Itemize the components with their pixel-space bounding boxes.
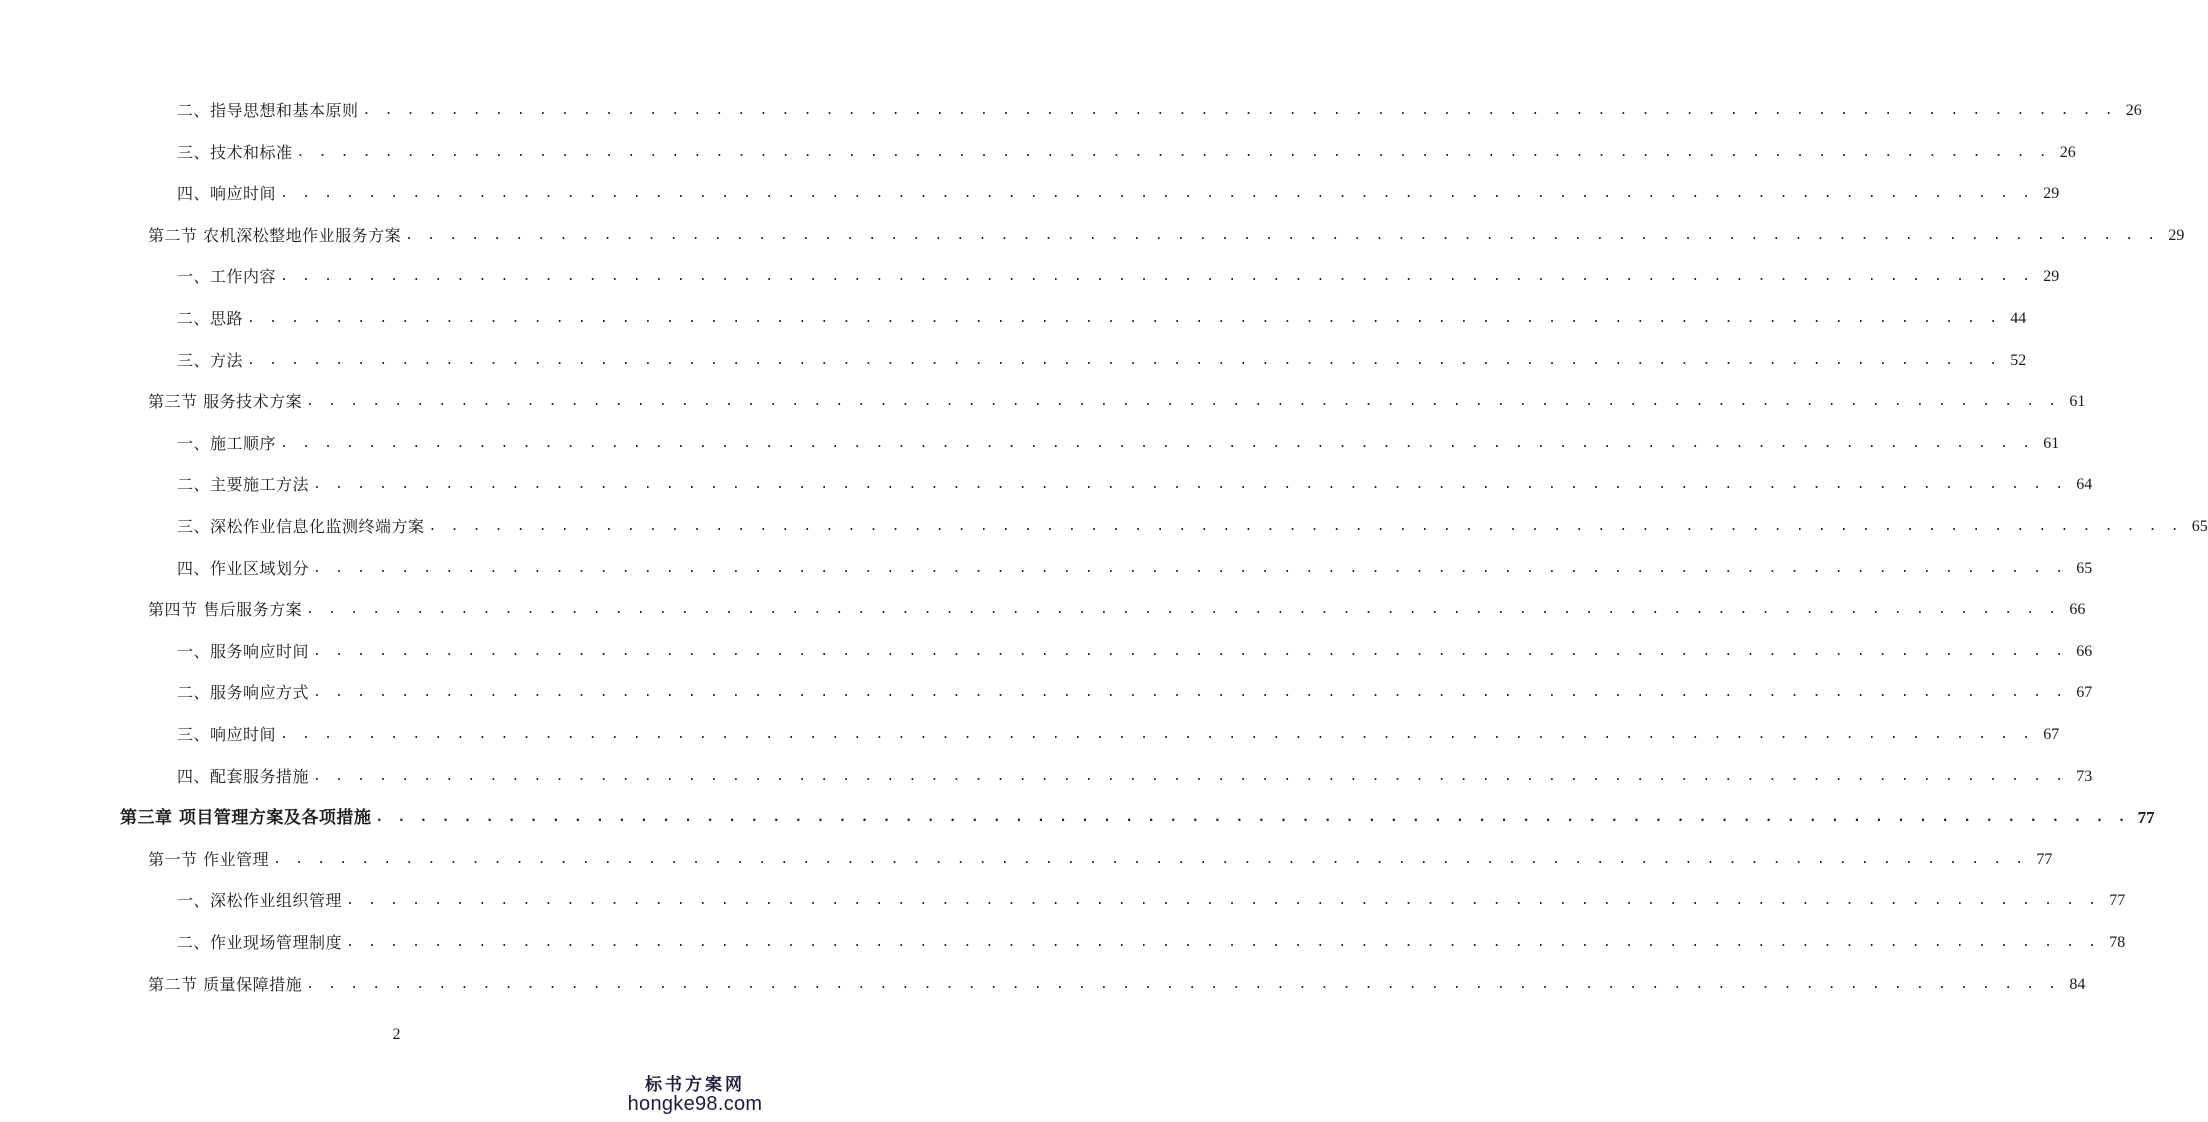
toc-entry-title: 二、思路 — [177, 309, 244, 328]
toc-entry-page: 78 — [2109, 934, 2126, 951]
toc-dot-leader: . . . . . . . . . . . . . . . . . . . . . . . . . . . . . . . . . . . . . . . . . . . . . . . . . . . . . . . . . . . . . . . . . . . . . . . . . . . . . . . . — [306, 602, 2060, 618]
toc-dot-leader: . . . . . . . . . . . . . . . . . . . . . . . . . . . . . . . . . . . . . . . . . . . . . . . . . . . . . . . . . . . . . . . . . . . . . . . . . . . . . . . . — [280, 186, 2034, 202]
toc-entry-page: 73 — [2076, 767, 2093, 785]
toc-dot-leader: . . . . . . . . . . . . . . . . . . . . . . . . . . . . . . . . . . . . . . . . . . . . . . . . . . . . . . . . . . . . . . . . . . . . . . . . . . . . . . . . — [247, 311, 2001, 326]
toc-entry-page: 77 — [2109, 892, 2126, 910]
toc-entry-item[interactable] — [177, 346, 2027, 376]
watermark-name: 标书方案网 — [645, 1075, 745, 1095]
toc-entry-item[interactable] — [177, 96, 2142, 126]
toc-entry-section[interactable] — [148, 595, 2086, 625]
toc-entry-page: 66 — [2069, 601, 2086, 619]
toc-entry-page: 77 — [2137, 808, 2155, 828]
watermark-url: hongke98.com — [627, 1093, 763, 1115]
toc-dot-leader: . . . . . . . . . . . . . . . . . . . . . . . . . . . . . . . . . . . . . . . . . . . . . . . . . . . . . . . . . . . . . . . . . . . . . . . . . . . . . . . . — [296, 144, 2050, 160]
toc-entry-title: 二、主要施工方法 — [177, 475, 310, 495]
toc-entry-title: 第二节 质量保障措施 — [148, 974, 303, 994]
toc-entry-title: 一、工作内容 — [177, 267, 277, 287]
toc-entry-title: 第三章 项目管理方案及各项措施 — [120, 808, 372, 829]
toc-entry-page: 29 — [2168, 226, 2185, 244]
toc-entry-page: 52 — [2010, 351, 2027, 369]
site-watermark — [615, 1070, 775, 1116]
toc-dot-leader: . . . . . . . . . . . . . . . . . . . . . . . . . . . . . . . . . . . . . . . . . . . . . . . . . . . . . . . . . . . . . . . . . . . . . . . . . . . . . . . . — [346, 893, 2100, 909]
toc-entry-item[interactable] — [177, 429, 2060, 459]
toc-entry-chapter[interactable] — [120, 803, 2155, 833]
toc-dot-leader: . . . . . . . . . . . . . . . . . . . . . . . . . . . . . . . . . . . . . . . . . . . . . . . . . . . . . . . . . . . . . . . . . . . . . . . . . . . . . . . . — [362, 103, 2116, 118]
toc-entry-item[interactable] — [177, 470, 2093, 500]
toc-entry-title: 四、配套服务措施 — [177, 766, 310, 786]
toc-dot-leader: . . . . . . . . . . . . . . . . . . . . . . . . . . . . . . . . . . . . . . . . . . . . . . . . . . . . . . . . . . . . . . . . . . . . . . . . . . . . . . . . — [306, 976, 2060, 992]
toc-entry-page: 84 — [2069, 975, 2086, 993]
toc-entry-section[interactable] — [148, 970, 2086, 1000]
toc-entry-item[interactable] — [177, 304, 2027, 334]
toc-entry-section[interactable] — [148, 387, 2086, 417]
toc-entry-title: 第二节 农机深松整地作业服务方案 — [148, 225, 402, 245]
toc-dot-leader: . . . . . . . . . . . . . . . . . . . . . . . . . . . . . . . . . . . . . . . . . . . . . . . . . . . . . . . . . . . . . . . . . . . . . . . . . . . . . . . . — [280, 269, 2034, 285]
toc-entry-title: 一、服务响应时间 — [177, 641, 310, 661]
toc-entry-item[interactable] — [177, 512, 2208, 542]
toc-entry-item[interactable] — [177, 886, 2126, 916]
toc-entry-item[interactable] — [177, 762, 2093, 792]
toc-dot-leader: . . . . . . . . . . . . . . . . . . . . . . . . . . . . . . . . . . . . . . . . . . . . . . . . . . . . . . . . . . . . . . . . . . . . . . . . . . . . . . . . — [280, 435, 2034, 451]
toc-entry-item[interactable] — [177, 928, 2126, 958]
toc-entry-page: 65 — [2191, 518, 2208, 535]
toc-dot-leader: . . . . . . . . . . . . . . . . . . . . . . . . . . . . . . . . . . . . . . . . . . . . . . . . . . . . . . . . . . . . . . . . . . . . . . . . . . . . . . . . — [306, 394, 2060, 410]
toc-entry-page: 61 — [2043, 434, 2060, 452]
toc-entry-section[interactable] — [148, 845, 2053, 875]
toc-entry-title: 四、响应时间 — [177, 184, 277, 204]
toc-entry-page: 61 — [2069, 393, 2086, 411]
toc-dot-leader: . . . . . . . . . . . . . . . . . . . . . . . . . . . . . . . . . . . . . . . . . . . . . . . . . . . . . . . . . . . . . . . . . . . . . . . . . . . . . . . . — [428, 519, 2182, 534]
toc-dot-leader: . . . . . . . . . . . . . . . . . . . . . . . . . . . . . . . . . . . . . . . . . . . . . . . . . . . . . . . . . . . . . . . . . . . . . . . . . . . . . . . . — [375, 810, 2129, 826]
toc-entry-title: 第四节 售后服务方案 — [148, 600, 303, 620]
toc-entry-page: 26 — [2125, 102, 2142, 119]
toc-entry-section[interactable] — [148, 221, 2185, 251]
toc-entry-title: 一、施工顺序 — [177, 433, 277, 453]
toc-dot-leader: . . . . . . . . . . . . . . . . . . . . . . . . . . . . . . . . . . . . . . . . . . . . . . . . . . . . . . . . . . . . . . . . . . . . . . . . . . . . . . . . — [346, 935, 2100, 950]
toc-entry-title: 二、服务响应方式 — [177, 683, 310, 703]
toc-dot-leader: . . . . . . . . . . . . . . . . . . . . . . . . . . . . . . . . . . . . . . . . . . . . . . . . . . . . . . . . . . . . . . . . . . . . . . . . . . . . . . . . — [313, 477, 2067, 493]
toc-entry-page: 65 — [2076, 559, 2093, 577]
toc-dot-leader: . . . . . . . . . . . . . . . . . . . . . . . . . . . . . . . . . . . . . . . . . . . . . . . . . . . . . . . . . . . . . . . . . . . . . . . . . . . . . . . . — [313, 643, 2067, 659]
toc-dot-leader: . . . . . . . . . . . . . . . . . . . . . . . . . . . . . . . . . . . . . . . . . . . . . . . . . . . . . . . . . . . . . . . . . . . . . . . . . . . . . . . . — [247, 352, 2001, 368]
toc-entry-page: 26 — [2059, 143, 2076, 161]
toc-entry-item[interactable] — [177, 554, 2093, 584]
toc-entry-item[interactable] — [177, 138, 2076, 168]
toc-entry-page: 77 — [2036, 850, 2053, 868]
toc-dot-leader: . . . . . . . . . . . . . . . . . . . . . . . . . . . . . . . . . . . . . . . . . . . . . . . . . . . . . . . . . . . . . . . . . . . . . . . . . . . . . . . . — [280, 727, 2034, 742]
toc-entry-title: 三、响应时间 — [177, 725, 277, 744]
toc-dot-leader: . . . . . . . . . . . . . . . . . . . . . . . . . . . . . . . . . . . . . . . . . . . . . . . . . . . . . . . . . . . . . . . . . . . . . . . . . . . . . . . . — [313, 768, 2067, 784]
toc-entry-page: 66 — [2076, 642, 2093, 660]
toc-dot-leader: . . . . . . . . . . . . . . . . . . . . . . . . . . . . . . . . . . . . . . . . . . . . . . . . . . . . . . . . . . . . . . . . . . . . . . . . . . . . . . . . — [273, 851, 2027, 867]
toc-entry-item[interactable] — [177, 262, 2060, 292]
toc-entry-item[interactable] — [177, 637, 2093, 667]
toc-dot-leader: . . . . . . . . . . . . . . . . . . . . . . . . . . . . . . . . . . . . . . . . . . . . . . . . . . . . . . . . . . . . . . . . . . . . . . . . . . . . . . . . — [405, 227, 2159, 243]
toc-entry-page: 67 — [2076, 684, 2093, 702]
toc-entry-page: 44 — [2010, 310, 2027, 327]
toc-entry-page: 29 — [2043, 268, 2060, 286]
toc-entry-title: 一、深松作业组织管理 — [177, 891, 343, 911]
toc-entry-item[interactable] — [177, 179, 2060, 209]
toc-entry-item[interactable] — [177, 678, 2093, 708]
toc-dot-leader: . . . . . . . . . . . . . . . . . . . . . . . . . . . . . . . . . . . . . . . . . . . . . . . . . . . . . . . . . . . . . . . . . . . . . . . . . . . . . . . . — [313, 685, 2067, 701]
page-number: 2 — [392, 1026, 401, 1043]
toc-entry-title: 二、作业现场管理制度 — [177, 933, 343, 952]
toc-entry-title: 三、技术和标准 — [177, 142, 293, 162]
toc-entry-page: 64 — [2076, 476, 2093, 494]
toc-entry-title: 四、作业区域划分 — [177, 558, 310, 578]
toc-entry-title: 第三节 服务技术方案 — [148, 392, 303, 412]
toc-entry-page: 67 — [2043, 726, 2060, 743]
toc-entry-title: 三、方法 — [177, 350, 244, 370]
toc-entry-page: 29 — [2043, 185, 2060, 203]
toc-entry-item[interactable] — [177, 720, 2060, 750]
toc-entry-title: 二、指导思想和基本原则 — [177, 101, 359, 120]
toc-entry-title: 三、深松作业信息化监测终端方案 — [177, 517, 425, 536]
toc-entry-title: 第一节 作业管理 — [148, 849, 270, 869]
toc-dot-leader: . . . . . . . . . . . . . . . . . . . . . . . . . . . . . . . . . . . . . . . . . . . . . . . . . . . . . . . . . . . . . . . . . . . . . . . . . . . . . . . . — [313, 560, 2067, 576]
